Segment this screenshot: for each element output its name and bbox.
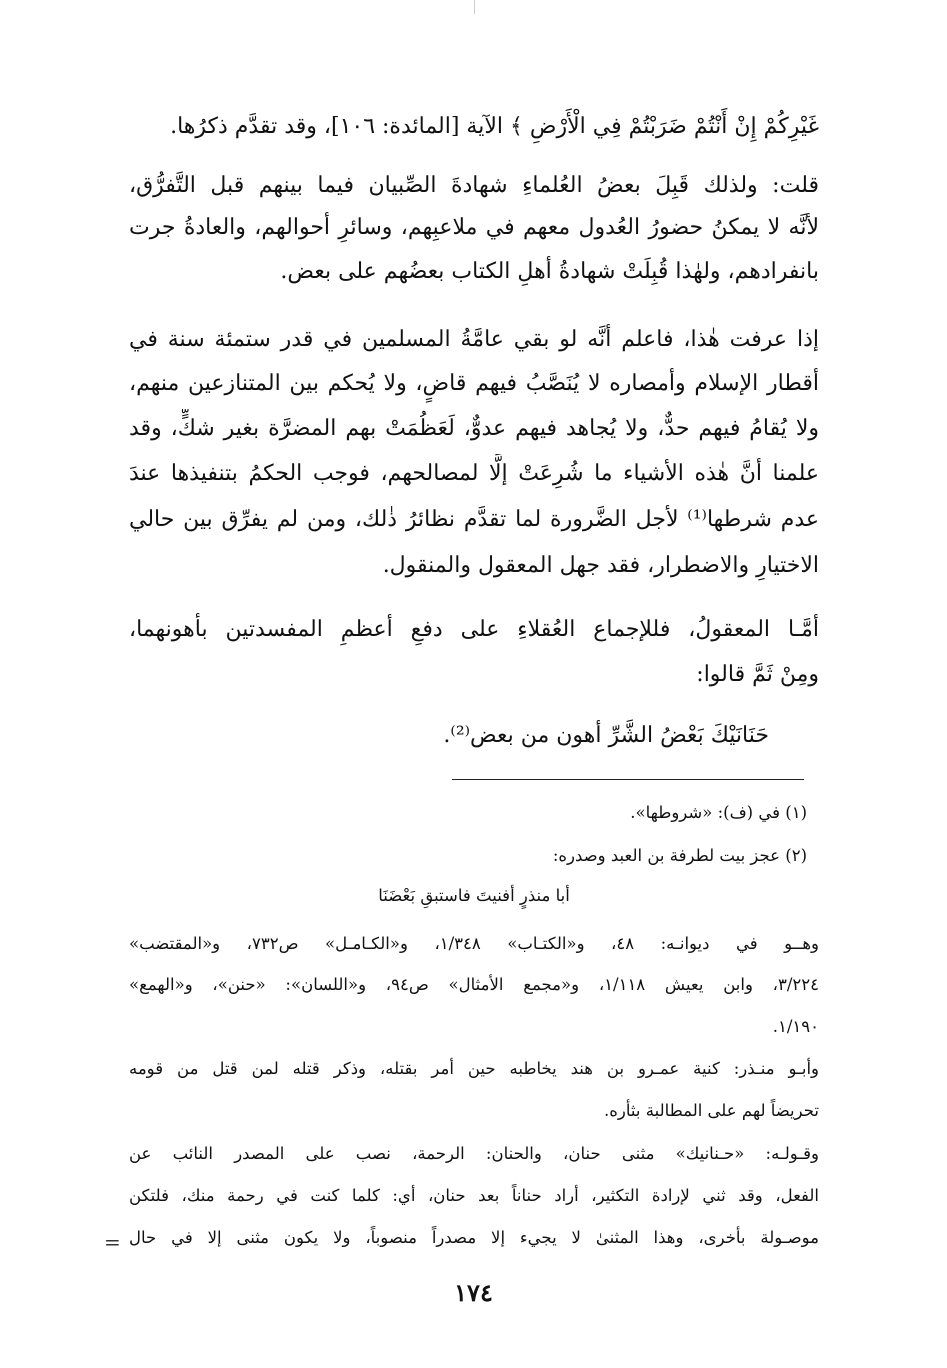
footnote-line: وهــو في ديوانـه: ٤٨، و«الكتـاب» ١/٣٤٨، و«الكـامـل» ص٧٣٢، و«المقتضب»	[129, 934, 819, 953]
body-line: غَيْرِكُمْ إِنْ أَنْتُمْ ضَرَبْتُمْ فِي الْأَرْضِ ﴾ الآية [المائدة: ١٠٦]، وقد تقدَّم ذكرُها.	[170, 114, 819, 139]
body-line: عدم شرطها⁽¹⁾ لأجل الضَّرورة لما تقدَّم نظائرُ ذٰلك، ومن لم يفرِّق بين حالي	[129, 507, 819, 532]
footnote-separator	[452, 779, 804, 780]
footnote-line: (٢) عجز بيت لطرفة بن العبد وصدره:	[552, 846, 807, 865]
footnote-line: تحريضاً لهم على المطالبة بثأره.	[604, 1101, 819, 1120]
body-line: أمَّـا المعقولُ، فللإجماع العُقلاءِ على دفعِ أعظمِ المفسدتين بأهونهما،	[129, 617, 819, 642]
footnote-line: وأبـو منـذر: كنية عمـرو بن هند يخاطبه حين أمر بقتله، وذكر قتله لمن قتل من قومه	[129, 1059, 819, 1078]
body-line: إذا عرفت هٰذا، فاعلم أنَّه لو بقي عامَّةُ المسلمين في قدر ستمئة سنة في	[129, 327, 819, 352]
footnote-line: موصـولة بأخرى، وهذا المثنىٰ لا يجيء إلا مصدراً منصوباً، ولا يكون مثنى إلا في حال	[129, 1228, 819, 1247]
scan-tick-mark	[474, 0, 475, 14]
page-number: ١٧٤	[454, 1278, 493, 1307]
continuation-mark: =	[104, 1230, 121, 1254]
footnote-line: (١) في (ف): «شروطها».	[630, 803, 807, 822]
body-line: بانفرادهم، ولهٰذا قُبِلَتْ شهادةُ أهلِ الكتاب بعضُهم على بعض.	[280, 259, 819, 284]
verse-line: حَنَانَيْكَ بَعْضُ الشَّرِّ أهون من بعض⁽²⁾.	[443, 723, 769, 748]
body-line: علمنا أنَّ هٰذه الأشياء ما شُرِعَتْ إلَّا لمصالحهم، فوجب الحكمُ بتنفيذها عندَ	[129, 461, 819, 486]
body-line: ولا يُقامُ فيهم حدٌّ، ولا يُجاهد فيهم عدوٌّ، لَعَظُمَتْ بهم المضرَّة بغير شكٍّ، وقد	[129, 416, 819, 441]
footnote-verse: أبا منذرٍ أفنيتَ فاستبقِ بَعْضَنَا	[378, 886, 570, 905]
footnote-line: ١/١٩٠.	[772, 1017, 819, 1036]
footnote-line: وقـولـه: «حـنانيك» مثنى حنان، والحنان: الرحمة، نصب على المصدر النائب عن	[129, 1144, 819, 1163]
body-line: قلت: ولذلك قَبِلَ بعضُ العُلماءِ شهادةَ الصِّبيان فيما بينهم قبل التَّفرُّق،	[129, 173, 819, 198]
footnote-line: ٣/٢٢٤، وابن يعيش ١/١١٨، و«مجمع الأمثال» ص٩٤، و«اللسان»: «حنن»، و«الهمع»	[129, 975, 819, 994]
body-line: الاختيارِ والاضطرار، فقد جهل المعقول والمنقول.	[382, 553, 819, 578]
body-line: لأنَّه لا يمكنُ حضورُ العُدول معهم في ملاعبِهم، وسائرِ أحوالهم، والعادةُ جرت	[129, 215, 819, 240]
body-line: ومِنْ ثَمَّ قالوا:	[696, 662, 819, 687]
footnote-line: الفعل، وقد ثني لإرادة التكثير، أراد حناناً بعد حنان، أي: كلما كنت في رحمة منك، فلتكن	[129, 1186, 819, 1205]
body-line: أقطار الإسلام وأمصاره لا يُنَصَّبُ فيهم قاضٍ، ولا يُحكم بين المتنازعين منهم،	[129, 371, 819, 396]
